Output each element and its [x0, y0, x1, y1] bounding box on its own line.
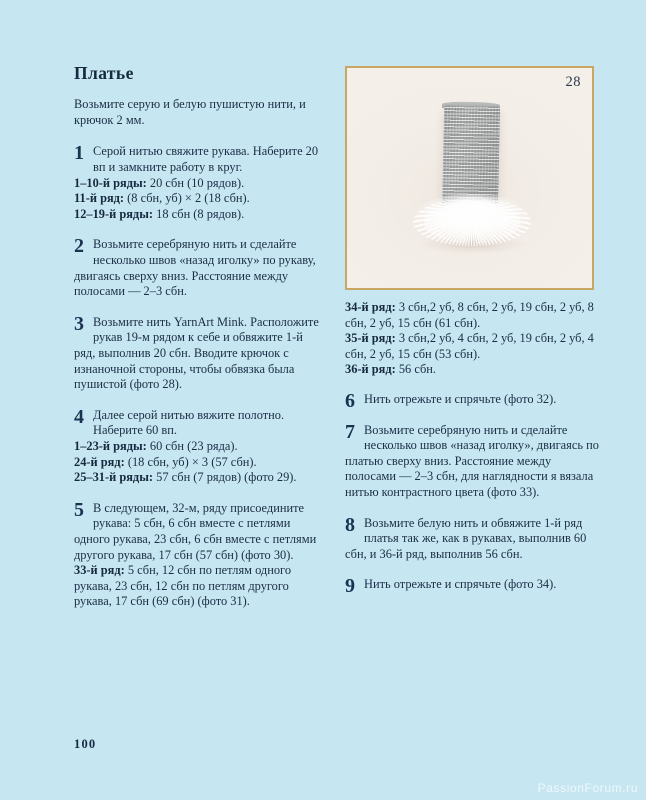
- step-text: В следующем, 32-м, ряду присоедините рукава: 5 сбн, 6 сбн вместе с петлями одного рукава, 23 сбн, 6 сбн вместе с петлями другого рукава, 17 сбн (57 сбн) (фото 30).: [74, 500, 317, 562]
- row-entry: [74, 455, 319, 471]
- step-text: Возьмите белую нить и обвяжите 1-й ряд платья так же, как в рукавах, выполнив 60 сбн, и 36-й ряд, выполнив 56 сбн.: [345, 515, 587, 561]
- row-value: (18 сбн, уб) × 3 (57 сбн).: [127, 454, 257, 469]
- step-number: 8: [345, 513, 355, 536]
- step-number: 6: [345, 389, 355, 412]
- row-value: 3 сбн,2 уб, 4 сбн, 2 уб, 19 сбн, 2 уб, 4 сбн, 2 уб, 15 сбн (53 сбн).: [345, 331, 594, 361]
- row-value: 57 сбн (7 рядов) (фото 29).: [156, 470, 297, 485]
- row-entry: [345, 300, 600, 331]
- step-text: Возьмите серебряную нить и сделайте несколько швов «назад иголку» по рукаву, двигаясь сверху вниз. Расстояние между полосами — 2–3 сбн.: [74, 237, 316, 299]
- continued-row-list: [345, 300, 600, 378]
- instruction-step: [74, 312, 319, 393]
- step-number: 2: [74, 235, 84, 258]
- instruction-step: [345, 389, 600, 412]
- row-entry: [74, 207, 319, 223]
- row-value: 18 сбн (8 рядов).: [156, 206, 245, 221]
- page-number: 100: [74, 737, 97, 751]
- row-value: 60 сбн (23 ряда).: [149, 438, 238, 453]
- row-entry: [74, 563, 319, 610]
- left-text-column: [74, 64, 319, 625]
- row-label: 11-й ряд:: [74, 191, 125, 206]
- step-number: 5: [74, 498, 84, 521]
- step-text: Нить отрежьте и спрячьте (фото 34).: [364, 577, 557, 592]
- row-entry: [74, 470, 319, 486]
- instruction-step: [74, 144, 319, 222]
- step-text: Нить отрежьте и спрячьте (фото 32).: [364, 391, 557, 406]
- row-value: 5 сбн, 12 сбн по петлям одного рукава, 23 сбн, 12 сбн по петлям другого рукава, 17 сбн (69 сбн) (фото 31).: [74, 563, 292, 609]
- row-value: 56 сбн.: [398, 362, 437, 377]
- step-row-list: [74, 563, 319, 610]
- instruction-step: [74, 405, 319, 486]
- step-number: 1: [74, 142, 84, 165]
- row-label: 34-й ряд:: [345, 300, 396, 314]
- photo-background: [347, 68, 592, 288]
- right-text-column: [345, 300, 600, 608]
- row-entry: [345, 331, 600, 362]
- row-label: 12–19-й ряды:: [74, 206, 154, 221]
- row-entry: [74, 191, 319, 207]
- step-text: Возьмите нить YarnArt Mink. Расположите рукав 19-м рядом к себе и обвяжите 1-й ряд, выполнив 20 сбн. Вводите крючок с изнаночной стороны, чтобы обвязка была пушистой (фото 28).: [74, 314, 319, 392]
- instruction-step: [74, 498, 319, 610]
- row-label: 33-й ряд:: [74, 563, 125, 578]
- row-label: 35-й ряд:: [345, 331, 396, 346]
- instruction-step: [345, 420, 600, 501]
- step-text: Серой нитью свяжите рукава. Наберите 20 вп и замкните работу в круг.: [93, 144, 319, 175]
- white-fluffy-trim: [409, 194, 535, 248]
- intro-paragraph: Возьмите серую и белую пушистую нити, и крючок 2 мм.: [74, 97, 306, 127]
- row-label: 1–23-й ряды:: [74, 438, 147, 453]
- instruction-step: [74, 237, 319, 299]
- row-entry: [74, 439, 319, 455]
- instruction-step: [345, 575, 600, 598]
- step-number: 4: [74, 405, 84, 428]
- row-entry: [74, 176, 319, 192]
- row-value: (8 сбн, уб) × 2 (18 сбн).: [127, 191, 250, 206]
- site-watermark: PassionForum.ru: [537, 781, 638, 795]
- row-entry: [345, 362, 600, 378]
- step-text: Далее серой нитью вяжите полотно. Наберите 60 вп.: [93, 407, 285, 438]
- page-title: Платье: [74, 63, 134, 83]
- row-label: 24-й ряд:: [74, 454, 125, 469]
- step-text: Возьмите серебряную нить и сделайте несколько швов «назад иголку», двигаясь по платью сверху вниз. Расстояние между полосами — 2–3 сбн, для наглядности я вязала нитью контрастного цвета (фото 33).: [345, 422, 599, 499]
- row-value: 20 сбн (10 рядов).: [149, 175, 245, 190]
- step-number: 7: [345, 420, 355, 443]
- row-label: 1–10-й ряды:: [74, 175, 147, 190]
- photo-caption-number: 28: [565, 74, 581, 90]
- instruction-step: [345, 513, 600, 563]
- row-label: 36-й ряд:: [345, 362, 396, 377]
- step-number: 3: [74, 312, 84, 335]
- step-number: 9: [345, 575, 355, 598]
- step-row-list: [74, 439, 319, 486]
- pattern-photo: [345, 66, 594, 290]
- row-value: 3 сбн,2 уб, 8 сбн, 2 уб, 19 сбн, 2 уб, 8 сбн, 2 уб, 15 сбн (61 сбн).: [345, 300, 594, 330]
- step-row-list: [74, 176, 319, 223]
- row-label: 25–31-й ряды:: [74, 470, 154, 485]
